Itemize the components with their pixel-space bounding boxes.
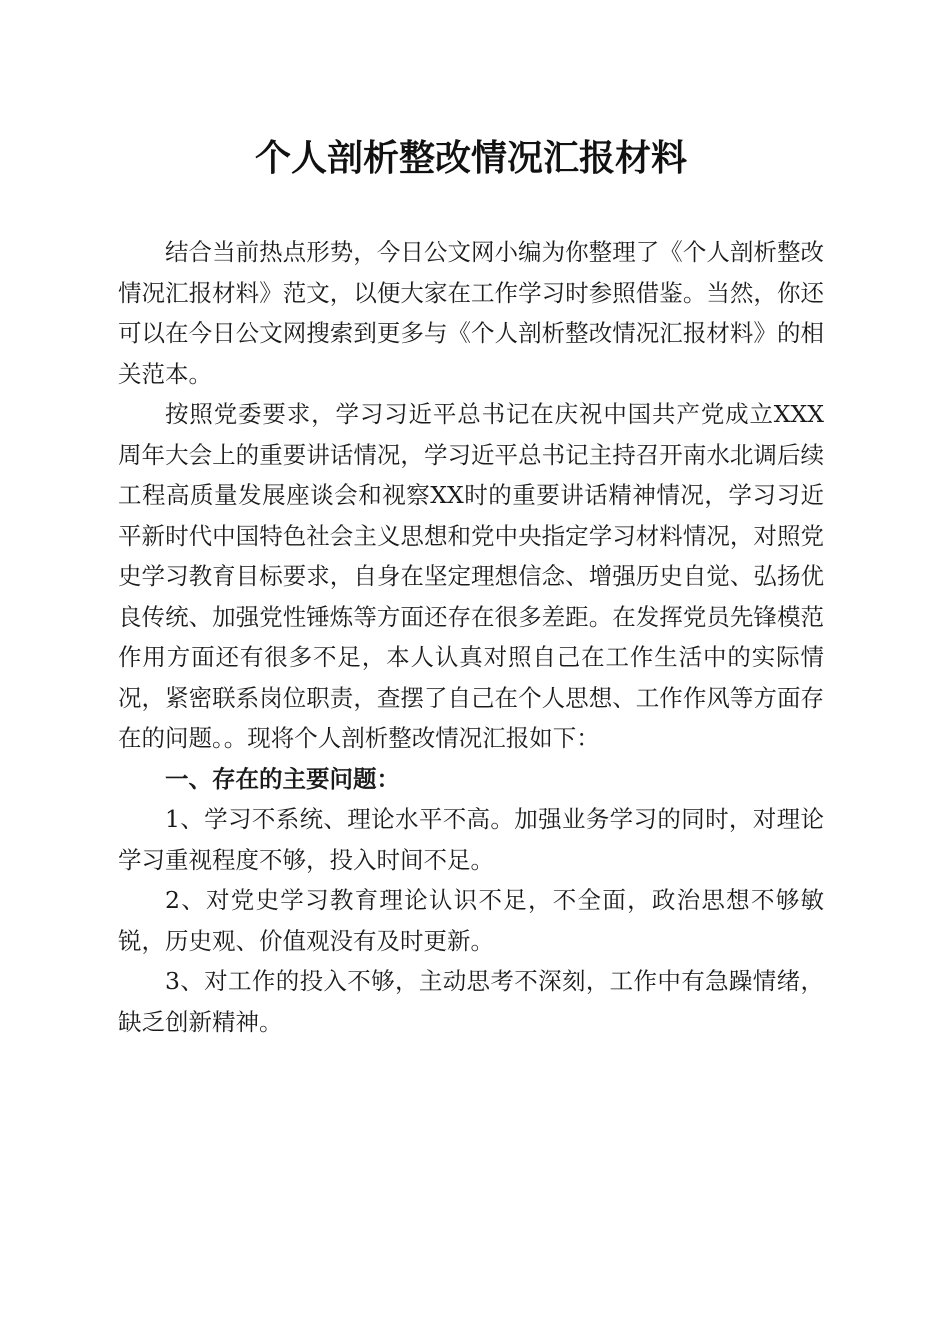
list-item: 1、学习不系统、理论水平不高。加强业务学习的同时，对理论学习重视程度不够，投入时间不足。 xyxy=(118,805,824,874)
list-item: 2、对党史学习教育理论认识不足，不全面，政治思想不够敏锐，历史观、价值观没有及时更新。 xyxy=(118,886,824,955)
document-title: 个人剖析整改情况汇报材料 xyxy=(254,137,687,179)
document-body xyxy=(118,232,824,1042)
main-paragraph: 按照党委要求，学习习近平总书记在庆祝中国共产党成立XXX周年大会上的重要讲话情况，学习近平总书记主持召开南水北调后续工程高质量发展座谈会和视察XX时的重要讲话精神情况，学习习近平新时代中国特色社会主义思想和党中央指定学习材料情况，对照党史学习教育目标要求，自身在坚定理想信念、增强历史自觉、弘扬优良传统、加强党性锤炼等方面还存在很多差距。在发挥党员先锋模范作用方面还有很多不足，本人认真对照自己在工作生活中的实际情况，紧密联系岗位职责，查摆了自己在个人思想、工作作风等方面存在的问题。。现将个人剖析整改情况汇报如下： xyxy=(118,400,824,752)
list-item: 3、对工作的投入不够，主动思考不深刻，工作中有急躁情绪，缺乏创新精神。 xyxy=(118,967,824,1036)
section-heading: 一、存在的主要问题： xyxy=(165,764,400,793)
intro-paragraph: 结合当前热点形势，今日公文网小编为你整理了《个人剖析整改情况汇报材料》范文，以便大家在工作学习时参照借鉴。当然，你还可以在今日公文网搜索到更多与《个人剖析整改情况汇报材料》的相关范本。 xyxy=(118,238,824,388)
